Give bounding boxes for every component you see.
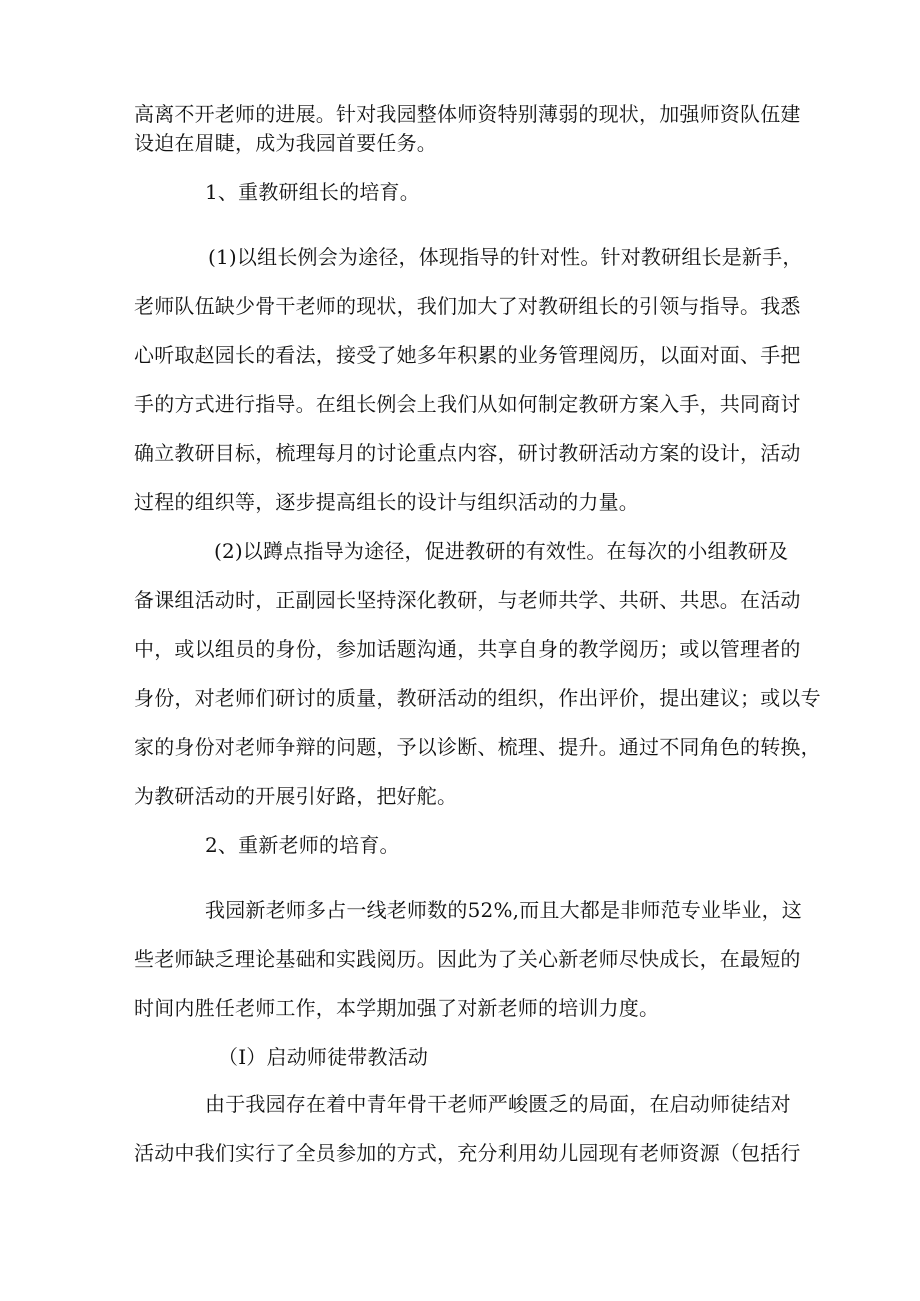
paragraph-line-7: 确立教研目标，梳理每月的讨论重点内容，研讨教研活动方案的设计，活动 <box>134 441 801 465</box>
paragraph-line-4: 老师队伍缺少骨干老师的现状，我们加大了对教研组长的引领与指导。我悉 <box>134 294 801 318</box>
paragraph-line-12: 身份，对老师们研讨的质量，教研活动的组织，作出评价，提出建议；或以专 <box>134 686 821 710</box>
paragraph-line-21: 活动中我们实行了全员参加的方式，充分利用幼儿园现有老师资源（包括行 <box>134 1141 801 1165</box>
subheading-2: (2)以蹲点指导为途径，促进教研的有效性。在每次的小组教研及 <box>214 539 789 563</box>
paragraph-line-20: 由于我园存在着中青年骨干老师严峻匮乏的局面，在启动师徒结对 <box>205 1092 791 1116</box>
paragraph-line-13: 家的身份对老师争辩的问题，予以诊断、梳理、提升。通过不同角色的转换， <box>134 735 821 759</box>
subheading-1: (1)以组长例会为途径，体现指导的针对性。针对教研组长是新手， <box>208 245 803 269</box>
paragraph-line-5: 心听取赵园长的看法，接受了她多年积累的业务管理阅历，以面对面、手把 <box>134 343 801 367</box>
paragraph-line-14: 为教研活动的开展引好路，把好舵。 <box>134 784 458 808</box>
paragraph-line-6: 手的方式进行指导。在组长例会上我们从如何制定教研方案入手，共同商讨 <box>134 392 801 416</box>
paragraph-line-17: 些老师缺乏理论基础和实践阅历。因此为了关心新老师尽快成长，在最短的 <box>134 947 801 971</box>
paragraph-line-1: 高离不开老师的进展。针对我园整体师资特别薄弱的现状，加强师资队伍建 <box>134 102 801 126</box>
paragraph-line-18: 时间内胜任老师工作，本学期加强了对新老师的培训力度。 <box>134 996 660 1020</box>
paragraph-line-2: 设迫在眉睫，成为我园首要任务。 <box>134 131 437 155</box>
paragraph-line-10: 备课组活动时，正副园长坚持深化教研，与老师共学、共研、共思。在活动 <box>134 588 801 612</box>
paragraph-line-8: 过程的组织等，逐步提高组长的设计与组织活动的力量。 <box>134 490 639 514</box>
paragraph-line-11: 中，或以组员的身份，参加话题沟通，共享自身的教学阅历；或以管理者的 <box>134 637 801 661</box>
section-heading-1: 1、重教研组长的培育。 <box>205 180 420 204</box>
section-heading-2: 2、重新老师的培育。 <box>205 833 400 857</box>
paragraph-line-16: 我园新老师多占一线老师数的52%,而且大都是非师范专业毕业，这 <box>205 898 803 922</box>
subheading-3: （I）启动师徒带教活动 <box>218 1045 429 1069</box>
